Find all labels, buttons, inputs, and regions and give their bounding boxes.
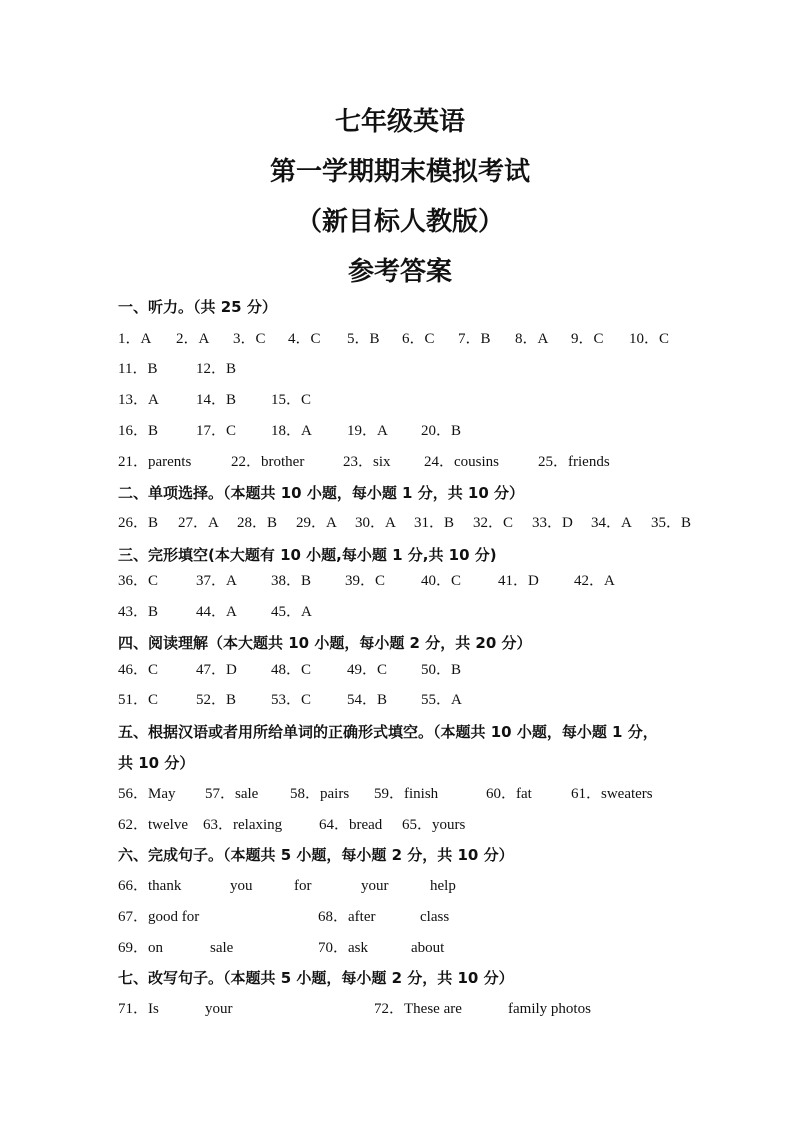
answer-item: 63．relaxing [203, 817, 283, 833]
answer-item: class [420, 909, 450, 925]
answer-item: 34．A [591, 515, 632, 531]
section-heading-complete-sentences: 六、完成句子。（本题共 5 小题，每小题 2 分，共 10 分） [118, 846, 514, 864]
answer-item: 59．finish [374, 786, 439, 802]
answer-item: 45．A [271, 604, 312, 620]
answer-item: 22．brother [231, 454, 305, 470]
answer-item: 27．A [178, 515, 219, 531]
answer-item: 31．B [414, 515, 455, 531]
edition-title: （新目标人教版） [295, 207, 504, 237]
answer-item: 1．A [118, 331, 152, 347]
answer-item: 17．C [196, 423, 237, 439]
answer-item: 6．C [402, 331, 435, 347]
answer-item: 14．B [196, 392, 237, 408]
answer-item: 16．B [118, 423, 159, 439]
answer-item: 57．sale [205, 786, 259, 802]
answer-item: 5．B [347, 331, 380, 347]
answer-item: 2．A [176, 331, 210, 347]
answer-item: 11．B [118, 361, 158, 377]
answer-item: 23．six [343, 454, 391, 470]
section-heading-reading: 四、阅读理解（本大题共 10 小题，每小题 2 分，共 20 分） [118, 634, 532, 652]
answer-item: 26．B [118, 515, 159, 531]
answer-item: 21．parents [118, 454, 192, 470]
answer-item: 44．A [196, 604, 237, 620]
answer-item: 65．yours [402, 817, 466, 833]
answer-item: you [230, 878, 253, 894]
answer-item: 58．pairs [290, 786, 350, 802]
section-heading-listening: 一、听力。（共 25 分） [118, 298, 277, 316]
answer-item: 54．B [347, 692, 388, 708]
answer-item: 47．D [196, 662, 237, 678]
answer-item: 32．C [473, 515, 514, 531]
answer-item: 15．C [271, 392, 312, 408]
answer-item: 4．C [288, 331, 321, 347]
answer-item: 53．C [271, 692, 312, 708]
answer-item: 43．B [118, 604, 159, 620]
answer-item: 12．B [196, 361, 237, 377]
answer-item: 41．D [498, 573, 539, 589]
answer-item: 28．B [237, 515, 278, 531]
answer-item: your [205, 1001, 233, 1017]
answer-item: family photos [508, 1001, 591, 1017]
answer-item: sale [210, 940, 234, 956]
answer-item: 30．A [355, 515, 396, 531]
answer-item: 40．C [421, 573, 462, 589]
answer-item: 18．A [271, 423, 312, 439]
answer-item: 19．A [347, 423, 388, 439]
section-heading-fill-blanks: 五、根据汉语或者用所给单词的正确形式填空。（本题共 10 小题，每小题 1 分， [118, 723, 658, 741]
answer-item: 35．B [651, 515, 692, 531]
answer-item: 7．B [458, 331, 491, 347]
answer-item: 67．good for [118, 909, 200, 925]
answer-item: 70．ask [318, 940, 368, 956]
answer-item: 49．C [347, 662, 388, 678]
answer-item: 8．A [515, 331, 549, 347]
section-heading-multiple-choice: 二、单项选择。（本题共 10 小题，每小题 1 分，共 10 分） [118, 484, 525, 502]
answer-item: 42．A [574, 573, 615, 589]
answer-item: 51．C [118, 692, 159, 708]
answer-item: 29．A [296, 515, 337, 531]
answer-item: 25．friends [538, 454, 610, 470]
answer-item: 69．on [118, 940, 164, 956]
answer-item: about [411, 940, 445, 956]
answer-item: 36．C [118, 573, 159, 589]
answer-item: 20．B [421, 423, 462, 439]
answer-item: 46．C [118, 662, 159, 678]
answer-item: 37．A [196, 573, 237, 589]
answer-item: 9．C [571, 331, 604, 347]
answer-item: 38．B [271, 573, 312, 589]
answer-key-title: 参考答案 [347, 257, 452, 287]
section-heading-cloze: 三、完形填空(本大题有 10 小题,每小题 1 分,共 10 分) [118, 546, 497, 564]
answer-item: 72．These are [374, 1001, 462, 1017]
answer-item: 71．Is [118, 1001, 159, 1017]
answer-item: help [430, 878, 456, 894]
exam-title: 第一学期期末模拟考试 [269, 157, 530, 187]
answer-item: 60．fat [486, 786, 532, 802]
answer-item: 33．D [532, 515, 573, 531]
answer-item: your [361, 878, 389, 894]
answer-item: 13．A [118, 392, 159, 408]
answer-item: 61．sweaters [571, 786, 653, 802]
answer-item: 39．C [345, 573, 386, 589]
answer-item: 68．after [318, 909, 376, 925]
answer-item: 56．May [118, 786, 176, 802]
answer-item: 48．C [271, 662, 312, 678]
answer-item: 52．B [196, 692, 237, 708]
answer-item: 10．C [629, 331, 670, 347]
answer-item: for [294, 878, 312, 894]
answer-item: 62．twelve [118, 817, 188, 833]
section-heading-fill-blanks-cont: 共 10 分） [118, 754, 195, 772]
subject-title: 七年级英语 [334, 107, 465, 137]
answer-item: 24．cousins [424, 454, 500, 470]
section-heading-rewrite-sentences: 七、改写句子。（本题共 5 小题，每小题 2 分，共 10 分） [118, 969, 514, 987]
answer-item: 64．bread [319, 817, 383, 833]
answer-item: 50．B [421, 662, 462, 678]
answer-item: 66．thank [118, 878, 182, 894]
answer-item: 3．C [233, 331, 266, 347]
answer-item: 55．A [421, 692, 462, 708]
